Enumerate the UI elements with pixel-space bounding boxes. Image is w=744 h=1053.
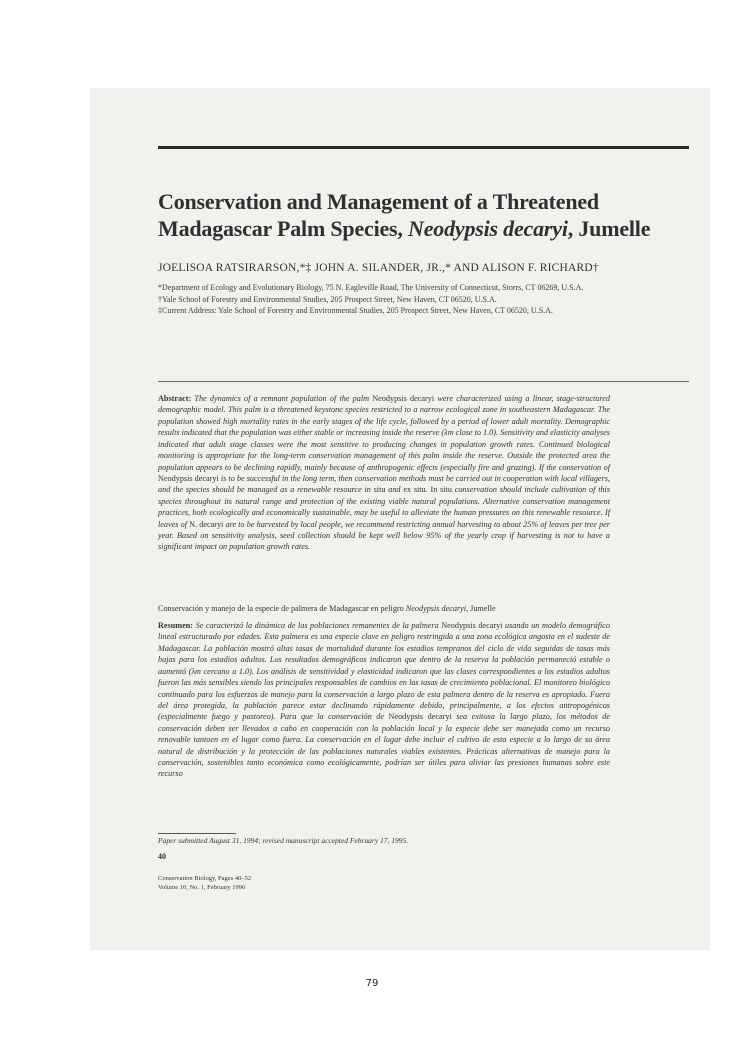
abstract-term: In situ <box>430 485 452 495</box>
footnote-rule <box>158 833 236 834</box>
affiliation-3: ‡Current Address: Yale School of Forestry and Environmental Studies, 205 Prospect Street, New Haven, CT 06520, U.S.A. <box>158 306 553 315</box>
journal-info <box>158 874 251 892</box>
abstract-rule <box>158 381 689 382</box>
spanish-title-text: Conservación y manejo de la especie de palmera de Madagascar en peligro <box>158 604 406 613</box>
page-number: 40 <box>158 852 166 861</box>
abstract-text: . <box>425 485 431 495</box>
abstract-text: and <box>385 485 404 495</box>
abstract-text: were characterized using a linear, stage-structured demographic model. This palm is a threatened keystone species restricted to a narrow ecological zone in southeastern Madagascar. The population showed high mortality rates in the early stages of the life cycle, followed by a period of lower adult mortality. Demographic results indicated that the population was either stable or increasing inside the reserve (λm close to 1.0). Sensitivity and elasticity analyses indicated that adult stage classes were the most sensitive to producing changes in population growth rates. Continued biological monitoring is appropriate for the long-term conservation management of this palm inside the reserve. Outside the protected area the population appears to be declining rapidly, mainly because of anthropogenic effects (especially fire and grazing). If the conservation of <box>158 394 610 472</box>
article-title <box>158 188 698 242</box>
title-text: Conservation and Management of a Threatened Madagascar Palm Species, <box>158 189 599 241</box>
title-suffix: , Jumelle <box>567 216 651 241</box>
spanish-title-species: Neodypsis decaryi <box>405 604 467 613</box>
abstract-term: situ <box>373 485 386 495</box>
submission-note: Paper submitted August 31, 1994; revised manuscript accepted February 17, 1995. <box>158 836 409 845</box>
author-list: JOELISOA RATSIRARSON,*‡ JOHN A. SILANDER, JR.,* AND ALISON F. RICHARD† <box>158 262 599 274</box>
resumen-label: Resumen: <box>158 621 194 630</box>
document-page-label: 79 <box>365 978 379 989</box>
resumen-text: usando un modelo demográfico lineal estructurado por edades. Esta palmera es una especie clave en peligro restringida a una zona ecológica angosta en el sudeste de Madagascar. La población mostró altas tasas de mortalidad durante los estadios tempranos del ciclo de vida seguidas de tasas más bajas para los estadios adultos. Los resultados demográficos indicaron que dentro de la reserva la población permaneció estable o aumentó (λm cercano a 1.0). Los análisis de sensitividad y elasticidad indicaron que las clases correspondientes a los estadios adultos fueron las más sensibles siendo las principales responsables de cambios en las tasas de crecimiento poblacional. El monitoreo biológico continuado para los esfuerzos de manejo para la conservación a largo plazo de esta palmera dentro de la reserva es apropiado. Fuera del área protegida, la población parece estar declinando rápidamente debido, principalmente, a los efectos antropogénicos (especialmente fuego y pastoreo). Para que la conservación de <box>158 621 610 722</box>
affiliation-2: †Yale School of Forestry and Environmental Studies, 205 Prospect Street, New Haven, CT 06520, U.S.A. <box>158 294 497 304</box>
affiliations <box>158 282 588 317</box>
abstract-text: are to be harvested by local people, we recommend restricting annual harvesting to about 25% of leaves per tree per year. Based on sensitivity analysis, seed collection should be kept well below 95% of the yearly crop if harvesting is not to have a significant impact on population growth rates. <box>158 519 610 552</box>
title-species: Neodypsis decaryi <box>408 216 568 241</box>
abstract <box>158 393 610 553</box>
abstract-species: Neodypsis decaryi <box>372 394 435 403</box>
abstract-text: The dynamics of a remnant population of the palm <box>194 394 373 403</box>
abstract-text: conservation should include cultivation of this species throughout its natural range and protection of the existing viable natural populations. Alternative conservation management practices, both ecologically and economically sustainable, may be useful to alleviate the human pressures on this renewable resource. If leaves of <box>158 485 611 529</box>
journal-pages: Conservation Biology, Pages 40–52 <box>158 875 252 882</box>
resumen <box>158 620 610 780</box>
resumen-text: sea exitosa la largo plazo, los métodos de conservación deben ser llevados a cabo en cooperación con la población local y la especie debe ser manejada como un recurso renovable tantoen en el lugar como fuera. La conservación en el lugar debe incluir el cultivo de esta especie a lo largo de su área natural de distribución y la protección de las poblaciones naturales viables existentes. Prácticas alternativas de manejo para la conservación, sostenibles tanto económica como ecológicamente, podrían ser útiles para aliviar las presiones humanas sobre este recurso <box>158 712 610 779</box>
abstract-text: is to be successful in the long term, then conservation methods must be carried out in cooperation with local villagers, and the species should be managed as a renewable resource in <box>158 473 610 495</box>
resumen-text: Se caracterizó la dinámica de las poblaciones remanentes de la palmera <box>195 621 442 630</box>
journal-volume: Volume 10, No. 1, February 1996 <box>158 884 246 891</box>
abstract-term: ex situ <box>403 485 426 495</box>
resumen-species: Neodypsis decaryi <box>441 621 503 630</box>
abstract-species: Neodypsis decaryi <box>158 473 219 483</box>
abstract-species: N. decaryi <box>189 519 224 529</box>
resumen-species: Neodypsis decaryi <box>388 712 452 722</box>
spanish-title <box>158 604 618 613</box>
affiliation-1: *Department of Ecology and Evolutionary Biology, 75 N. Eagleville Road, The University of Connecticut, Storrs, CT 06269, U.S.A. <box>158 283 584 292</box>
spanish-title-suffix: , Jumelle <box>466 604 496 613</box>
header-rule <box>158 146 689 149</box>
abstract-label: Abstract: <box>158 394 192 403</box>
